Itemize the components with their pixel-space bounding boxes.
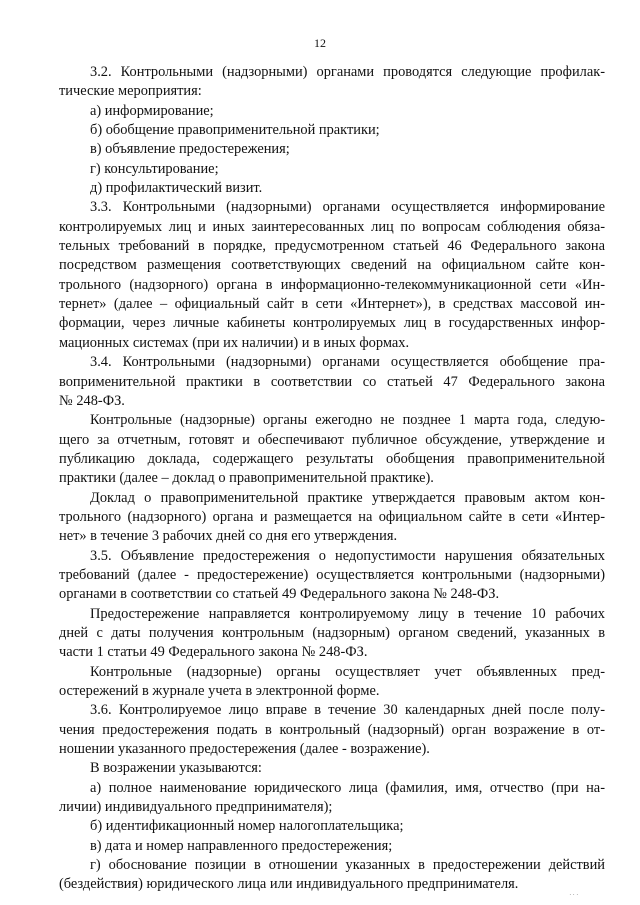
text-line: в) объявление предостережения; xyxy=(90,141,290,158)
text-line: ношении указанного предостережения (далее - возражение). xyxy=(59,741,430,758)
text-line: (бездействия) юридического лица или индивидуального предпринимателя. xyxy=(59,876,519,893)
text-line: В возражении указываются: xyxy=(90,760,262,777)
text-line: 3.5. Объявление предостережения о недопустимости нарушения обязательных xyxy=(90,547,605,564)
text-line: части 1 статьи 49 Федерального закона № 248-ФЗ. xyxy=(59,644,368,661)
text-line: личии) индивидуального предпринимателя); xyxy=(59,799,333,816)
text-line: дней с даты получения контрольным (надзорным) органом сведений, указанных в xyxy=(59,624,605,641)
text-line: тельных требований в порядке, предусмотренном статьей 46 Федерального закона xyxy=(59,238,605,255)
text-line: 3.4. Контрольными (надзорными) органами осуществляется обобщение пра- xyxy=(90,354,605,371)
text-line: органами в соответствии со статьей 49 Федерального закона № 248-ФЗ. xyxy=(59,586,500,603)
text-line: контролируемых лиц и иных заинтересованных лиц по вопросам соблюдения обяза- xyxy=(59,218,605,235)
text-line: мационных системах (при их наличии) и в иных формах. xyxy=(59,334,410,351)
text-line: трольного (надзорного) органа в информационно-телекоммуникационной сети «Ин- xyxy=(59,276,605,293)
text-line: б) обобщение правоприменительной практики; xyxy=(90,122,380,139)
text-line: посредством размещения соответствующих сведений на официальном сайте кон- xyxy=(59,257,605,274)
text-line: г) обоснование позиции в отношении указанных в предостережении действий xyxy=(90,857,605,874)
text-line: чения предостережения подать в контрольный (надзорный) орган возражение в от- xyxy=(59,721,605,738)
text-line: 3.6. Контролируемое лицо вправе в течение 30 календарных дней после полу- xyxy=(90,702,605,719)
text-line: г) консультирование; xyxy=(90,160,219,177)
text-line: щего за отчетным, готовят и обеспечивают публичное обсуждение, утверждение и xyxy=(59,431,605,448)
text-line: формации, через личные кабинеты контролируемых лиц в государственных инфор- xyxy=(59,315,605,332)
text-line: Предостережение направляется контролируемому лицу в течение 10 рабочих xyxy=(90,605,605,622)
text-line: Контрольные (надзорные) органы осуществляет учет объявленных пред- xyxy=(90,663,605,680)
text-line: 3.3. Контрольными (надзорными) органами осуществляется информирование xyxy=(90,199,605,216)
text-line: остережений в журнале учета в электронной форме. xyxy=(59,683,380,699)
text-line: требований (далее - предостережение) осуществляется контрольными (надзорными) xyxy=(59,566,605,583)
page-number: 12 xyxy=(314,36,326,50)
text-line: практики (далее – доклад о правоприменительной практике). xyxy=(59,470,434,487)
text-line: публикацию доклада, содержащего результаты обобщения правоприменительной xyxy=(59,450,605,467)
document-body xyxy=(59,63,605,895)
text-line: Доклад о правоприменительной практике утверждается правовым актом кон- xyxy=(90,489,605,506)
text-line: а) полное наименование юридического лица (фамилия, имя, отчество (при на- xyxy=(90,779,605,796)
text-line: в) дата и номер направленного предостережения; xyxy=(90,837,393,854)
text-line: тические мероприятия: xyxy=(59,83,202,100)
text-line: трольного (надзорного) органа и размещается на официальном сайте в сети «Интер- xyxy=(59,508,605,525)
corner-mark: ... xyxy=(569,891,580,897)
text-line: 3.2. Контрольными (надзорными) органами проводятся следующие профилак- xyxy=(90,64,605,80)
text-line: тернет» (далее – официальный сайт в сети «Интернет»), в средствах массовой ин- xyxy=(59,296,605,313)
text-line: а) информирование; xyxy=(90,102,214,119)
text-line: нет» в течение 3 рабочих дней со дня его утверждения. xyxy=(59,528,398,545)
text-line: № 248-ФЗ. xyxy=(59,392,125,409)
text-line: воприменительной практики в соответствии со статьей 47 Федерального закона xyxy=(59,373,605,390)
text-line: Контрольные (надзорные) органы ежегодно не позднее 1 марта года, следую- xyxy=(90,412,605,429)
text-line: д) профилактический визит. xyxy=(90,180,263,197)
text-line: б) идентификационный номер налогоплательщика; xyxy=(90,818,404,835)
